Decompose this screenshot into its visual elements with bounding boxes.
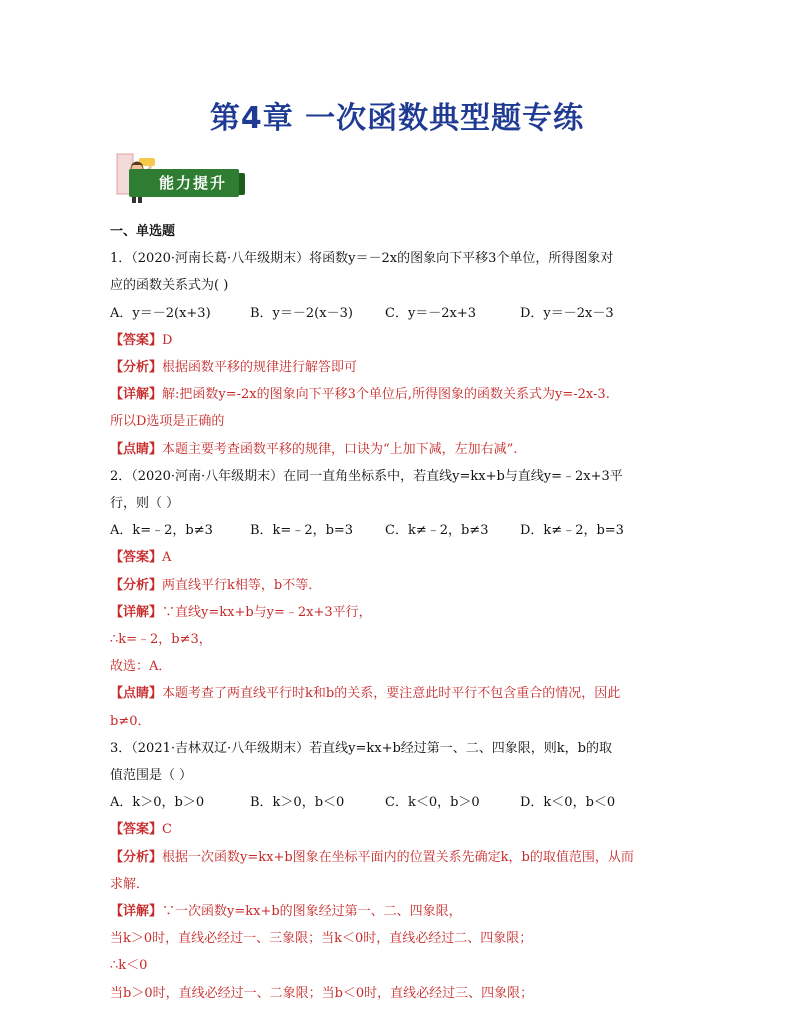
q1-options bbox=[110, 300, 690, 327]
ability-badge bbox=[115, 152, 245, 207]
q2-comment-line2: b≠0． bbox=[110, 713, 151, 729]
q2-comment-line1: 【点睛】本题考查了两直线平行时k和b的关系，要注意此时平行不包含重合的情况，因此 bbox=[110, 686, 621, 702]
q3-answer: 【答案】C bbox=[110, 822, 172, 838]
q3-option-a: A．k＞0，b＞0 bbox=[110, 795, 205, 811]
q1-answer: 【答案】D bbox=[110, 332, 173, 348]
q2-detail-line3: 故选：A． bbox=[110, 659, 172, 675]
question-content bbox=[110, 218, 690, 1007]
q3-option-c: C．k＜0，b＞0 bbox=[385, 795, 480, 811]
q1-detail-line2: 所以D选项是正确的 bbox=[110, 414, 225, 430]
page-title: 第4章 一次函数典型题专练 bbox=[209, 101, 585, 136]
q3-detail-line1: 【详解】∵一次函数y=kx+b的图象经过第一、二、四象限， bbox=[110, 904, 462, 920]
q2-detail-line2: ∴k=﹣2，b≠3， bbox=[110, 632, 212, 648]
q1-stem-line2: 应的函数关系式为( ) bbox=[110, 278, 229, 294]
q3-option-b: B．k＞0，b＜0 bbox=[250, 795, 345, 811]
badge-label: 能力提升 bbox=[159, 174, 228, 192]
q2-detail-line1: 【详解】∵直线y=kx+b与y=﹣2x+3平行， bbox=[110, 604, 372, 620]
q1-detail-line1: 【详解】解:把函数y=-2x的图象向下平移3个单位后,所得图象的函数关系式为y=-2x-3. bbox=[110, 387, 610, 403]
q3-stem-line2: 值范围是（ ） bbox=[110, 768, 193, 784]
q1-analysis: 【分析】根据函数平移的规律进行解答即可 bbox=[110, 360, 358, 376]
q2-options bbox=[110, 517, 690, 544]
q1-option-c: C．y＝－2x+3 bbox=[385, 305, 477, 321]
q1-stem-line1: 1．（2020·河南长葛·八年级期末）将函数y＝－2x的图象向下平移3个单位，所得图象对 bbox=[110, 251, 614, 267]
q3-stem-line1: 3．（2021·吉林双辽·八年级期末）若直线y=kx+b经过第一、二、四象限，则k，b的取 bbox=[110, 740, 612, 756]
q3-detail-line3: ∴k＜0 bbox=[110, 958, 148, 974]
q2-option-d: D．k≠﹣2，b=3 bbox=[520, 523, 624, 539]
q1-option-d: D．y＝－2x－3 bbox=[520, 305, 614, 321]
q2-stem-line1: 2．（2020·河南·八年级期末）在同一直角坐标系中，若直线y=kx+b与直线y=﹣2x+3平 bbox=[110, 468, 623, 484]
q2-option-a: A．k=﹣2，b≠3 bbox=[110, 523, 213, 539]
q1-option-a: A．y＝－2(x+3) bbox=[110, 305, 211, 321]
q3-detail-line4: 当b＞0时，直线必经过一、二象限；当b＜0时，直线必经过三、四象限； bbox=[110, 985, 534, 1001]
q2-option-b: B．k=﹣2，b=3 bbox=[250, 523, 354, 539]
q3-analysis-line2: 求解． bbox=[110, 876, 150, 892]
q2-answer: 【答案】A bbox=[110, 550, 172, 566]
q2-stem-line2: 行，则（ ） bbox=[110, 496, 180, 512]
q3-analysis-line1: 【分析】根据一次函数y=kx+b图象在坐标平面内的位置关系先确定k，b的取值范围，从而 bbox=[110, 849, 634, 865]
q2-analysis: 【分析】两直线平行k相等，b不等． bbox=[110, 577, 322, 593]
q3-options bbox=[110, 789, 690, 816]
q2-option-c: C．k≠﹣2，b≠3 bbox=[385, 523, 489, 539]
section-heading: 一、单选题 bbox=[110, 224, 176, 239]
q3-option-d: D．k＜0，b＜0 bbox=[520, 795, 616, 811]
q1-option-b: B．y＝－2(x－3) bbox=[250, 305, 353, 321]
q1-comment: 【点睛】本题主要考查函数平移的规律，口诀为“上加下减，左加右减”. bbox=[110, 441, 518, 457]
q3-detail-line2: 当k＞0时，直线必经过一、三象限；当k＜0时，直线必经过二、四象限； bbox=[110, 931, 533, 947]
